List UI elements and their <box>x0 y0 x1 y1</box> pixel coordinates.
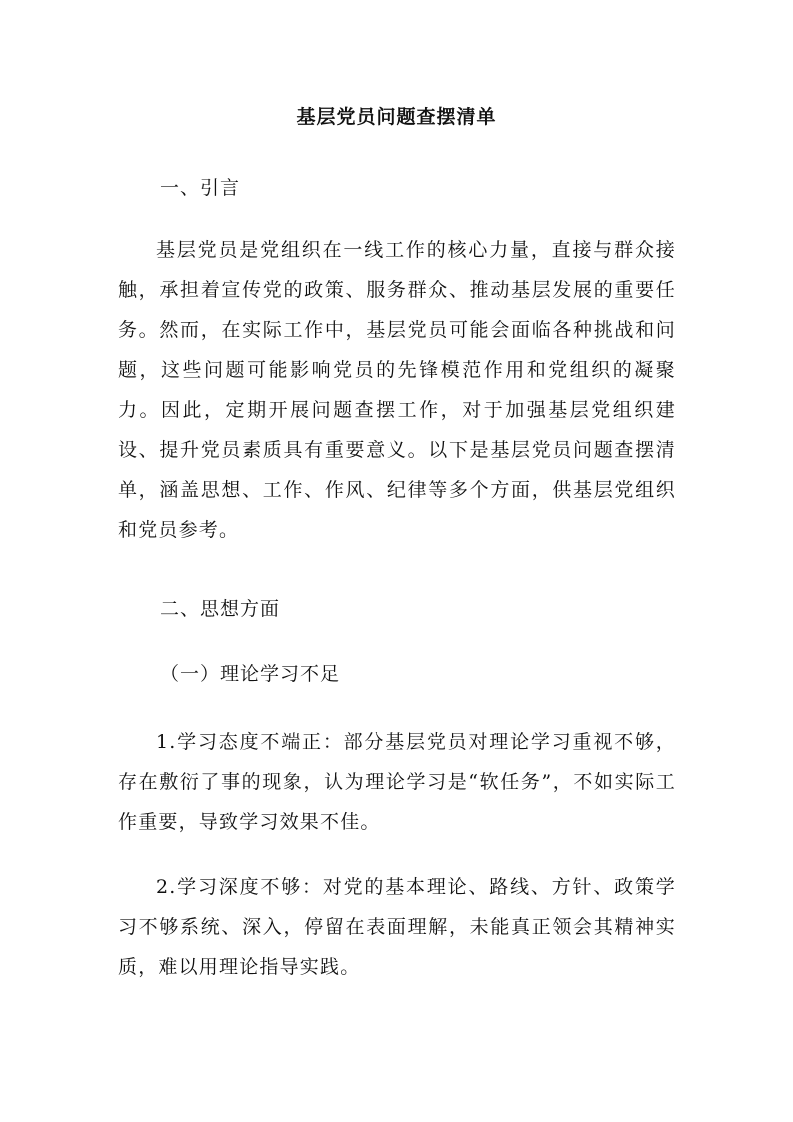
section-heading-introduction: 一、引言 <box>160 177 241 199</box>
introduction-paragraph: 基层党员是党组织在一线工作的核心力量，直接与群众接触，承担着宣传党的政策、服务群众、推动基层发展的重要任务。然而，在实际工作中，基层党员可能会面临各种挑战和问题，这些问题可能影响党员的先锋模范作用和党组织的凝聚力。因此，定期开展问题查摆工作，对于加强基层党组织建设、提升党员素质具有重要意义。以下是基层党员问题查摆清单，涵盖思想、工作、作风、纪律等多个方面，供基层党组织和党员参考。 <box>118 239 676 541</box>
subsection-heading-theory-study: （一）理论学习不足 <box>160 663 341 685</box>
section-heading-ideology: 二、思想方面 <box>160 598 281 620</box>
list-item-study-attitude: 1.学习态度不端正：部分基层党员对理论学习重视不够，存在敷衍了事的现象，认为理论学习是“软任务”，不如实际工作重要，导致学习效果不佳。 <box>118 731 676 833</box>
list-item-study-depth: 2.学习深度不够：对党的基本理论、路线、方针、政策学习不够系统、深入，停留在表面理解，未能真正领会其精神实质，难以用理论指导实践。 <box>118 876 676 978</box>
document-title: 基层党员问题查摆清单 <box>296 106 497 128</box>
